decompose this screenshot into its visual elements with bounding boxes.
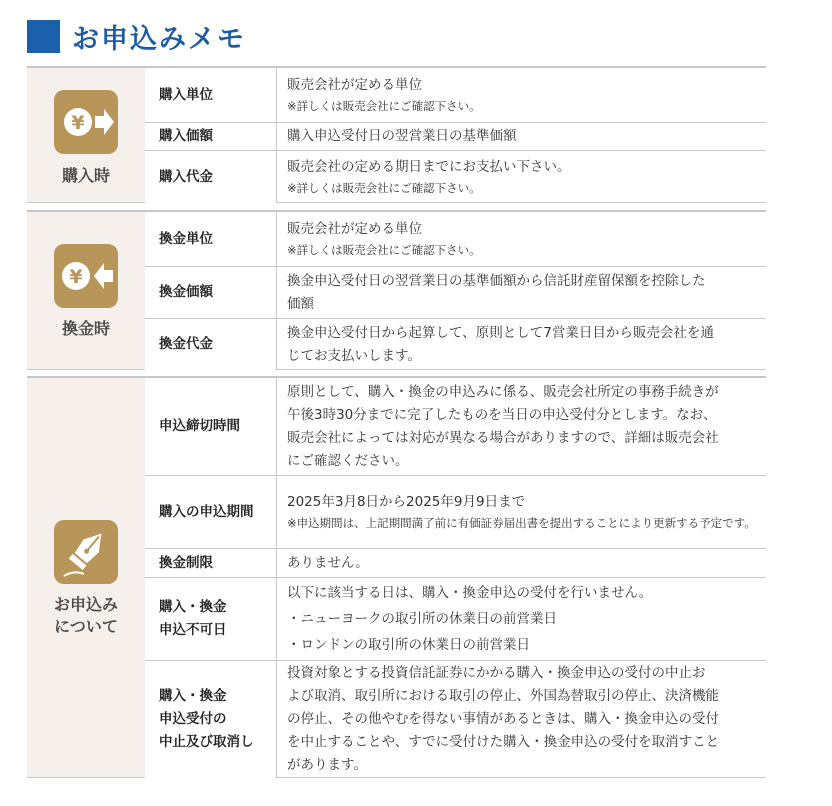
row-label-line: 購入・換金: [159, 599, 227, 615]
row-label: 換金代金: [159, 336, 213, 352]
row-label: 購入の申込期間: [159, 503, 254, 520]
table-row: [145, 212, 766, 266]
row-value-line: 価額: [287, 295, 314, 312]
row-label-line: 購入・換金: [159, 688, 227, 704]
application-section-label-line2: について: [54, 617, 118, 636]
row-value-line: よび取消、取引所における取引の停止、外国為替取引の停止、決済機能: [287, 688, 719, 704]
application-section: [27, 376, 766, 778]
row-value-line: ・ロンドンの取引所の休業日の前営業日: [287, 637, 530, 653]
row-value-line: 販売会社によっては対応が異なる場合がありますので、詳細は販売会社: [287, 429, 719, 446]
row-value: 購入申込受付日の翌営業日の基準価額: [287, 128, 517, 144]
redemption-side-panel: [27, 212, 146, 369]
table-row: [145, 68, 766, 122]
row-note: ※詳しくは販売会社にご確認下さい。: [287, 181, 481, 195]
row-value-line: 原則として、購入・換金の申込みに係る、販売会社所定の事務手続きが: [287, 383, 719, 400]
row-label: 購入価額: [159, 128, 213, 144]
row-note: ※詳しくは販売会社にご確認下さい。: [287, 243, 481, 257]
row-value-line: を中止することや、すでに受付けた購入・換金申込の受付を取消すこと: [287, 734, 720, 750]
redemption-section-label: 換金時: [61, 319, 110, 338]
redemption-section: [27, 210, 766, 370]
row-label: 購入代金: [159, 168, 213, 185]
row-value: 販売会社が定める単位: [287, 77, 422, 93]
page-header: [27, 16, 246, 56]
row-label: 換金単位: [159, 230, 213, 247]
row-value-line: ・ニューヨークの取引所の休業日の前営業日: [287, 611, 557, 627]
row-label: 申込締切時間: [159, 418, 240, 434]
table-row: [145, 548, 766, 578]
row-value: 販売会社が定める単位: [287, 221, 422, 237]
table-row: [145, 660, 766, 778]
row-note: ※詳しくは販売会社にご確認下さい。: [287, 99, 481, 113]
row-label: 換金制限: [159, 555, 213, 571]
table-row: [145, 318, 766, 370]
row-label-line: 中止及び取消し: [159, 734, 254, 750]
table-row: [145, 475, 766, 548]
table-row: [145, 150, 766, 203]
purchase-section: [27, 66, 766, 203]
table-row: [145, 378, 766, 475]
row-value: 販売会社の定める期日までにお支払い下さい。: [287, 159, 571, 175]
row-value-line: 換金申込受付日から起算して、原則として7営業日目から販売会社を通: [287, 324, 714, 341]
application-section-label-line1: お申込み: [53, 595, 118, 614]
row-value: ありません。: [287, 555, 369, 571]
row-value-line: にご確認ください。: [287, 452, 409, 469]
page-title: お申込みメモ: [72, 23, 246, 55]
table-row: [145, 122, 766, 150]
row-value-line: 換金申込受付日の翌営業日の基準価額から信託財産留保額を控除した: [287, 272, 706, 289]
row-label: 換金価額: [159, 284, 213, 300]
row-value: 2025年3月8日から2025年9月9日まで: [287, 494, 526, 510]
row-value-line: があります。: [287, 757, 367, 773]
application-side-panel: [27, 378, 146, 777]
table-row: [145, 266, 766, 318]
yen-out-icon: [54, 244, 118, 308]
row-value-line: の停止、その他やむを得ない事情があるときは、購入・換金申込の受付: [287, 711, 719, 727]
row-value-line: 午後3時30分までに完了したものを当日の申込受付分とします。なお、: [287, 406, 717, 423]
row-label: 購入単位: [159, 86, 213, 103]
row-value-line: じてお支払いします。: [287, 347, 421, 364]
title-marker: [27, 20, 60, 53]
row-value-line: 投資対象とする投資信託証券にかかる購入・換金申込の受付の中止お: [287, 665, 706, 681]
yen-in-icon: [54, 90, 118, 154]
fountain-pen-icon: [54, 520, 118, 584]
table-row: [145, 577, 766, 660]
row-value-line: 以下に該当する日は、購入・換金申込の受付を行いません。: [287, 585, 653, 601]
yen-symbol: ¥: [71, 112, 85, 134]
purchase-section-label: 購入時: [61, 166, 110, 185]
row-label-line: 申込受付の: [159, 711, 227, 727]
row-note: ※申込期間は、上記期間満了前に有価証券届出書を提出することにより更新する予定です。: [287, 516, 756, 530]
yen-symbol: ¥: [69, 266, 83, 288]
row-label-line: 申込不可日: [159, 622, 227, 638]
purchase-side-panel: [27, 68, 146, 202]
